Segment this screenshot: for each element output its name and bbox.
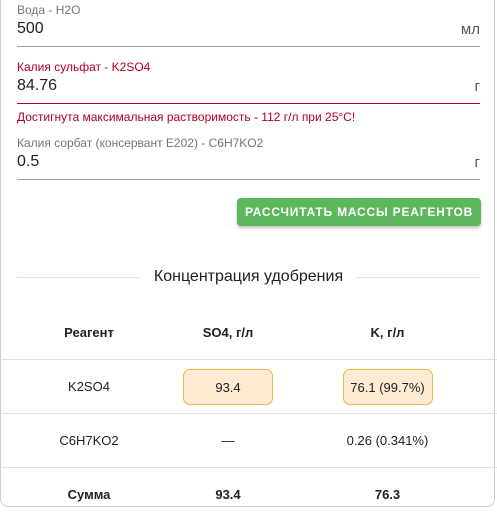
sorbate-input[interactable]: 0.5 — [17, 153, 39, 171]
k-value-highlight: 76.1 (99.7%) — [343, 369, 433, 405]
water-label: Вода - H2O — [17, 3, 480, 17]
sorbate-field[interactable] — [17, 136, 480, 180]
total-so4: 93.4 — [178, 468, 278, 521]
sorbate-unit: г — [475, 154, 480, 171]
concentration-section-header — [17, 265, 480, 289]
so4-value-highlight: 93.4 — [183, 369, 273, 405]
k2so4-error-message: Достигнута максимальная растворимость - 112 г/л при 25°C! — [17, 110, 355, 124]
header-so4: SO4, г/л — [178, 305, 278, 360]
calculate-button[interactable]: РАССЧИТАТЬ МАССЫ РЕАГЕНТОВ — [237, 198, 481, 226]
k2so4-underline — [17, 103, 480, 104]
section-divider-right — [357, 277, 480, 278]
water-input[interactable]: 500 — [17, 20, 44, 38]
sorbate-label: Калия сорбат (консервант E202) - C6H7KO2 — [17, 136, 480, 150]
k2so4-unit: г — [475, 78, 480, 95]
k2so4-field[interactable] — [17, 60, 480, 104]
table-row — [0, 414, 497, 468]
concentration-table — [0, 305, 497, 521]
table-row — [0, 360, 497, 414]
header-reagent: Реагент — [0, 305, 178, 360]
section-divider-left — [17, 277, 140, 278]
reagent-cell: C6H7KO2 — [0, 414, 178, 468]
table-header-row — [0, 305, 497, 360]
water-unit: мл — [461, 21, 480, 38]
header-k: K, г/л — [278, 305, 497, 360]
total-k: 76.3 — [278, 468, 497, 521]
sorbate-underline — [17, 179, 480, 180]
water-field[interactable] — [17, 3, 480, 47]
reagent-cell: K2SO4 — [0, 360, 178, 414]
k2so4-label: Калия сульфат - K2SO4 — [17, 60, 480, 74]
total-row — [0, 468, 497, 521]
total-label: Сумма — [0, 468, 178, 521]
k-cell: 0.26 (0.341%) — [278, 414, 497, 468]
water-underline — [17, 46, 480, 47]
section-title: Концентрация удобрения — [140, 268, 357, 286]
so4-cell: — — [178, 414, 278, 468]
k2so4-input[interactable]: 84.76 — [17, 77, 57, 95]
